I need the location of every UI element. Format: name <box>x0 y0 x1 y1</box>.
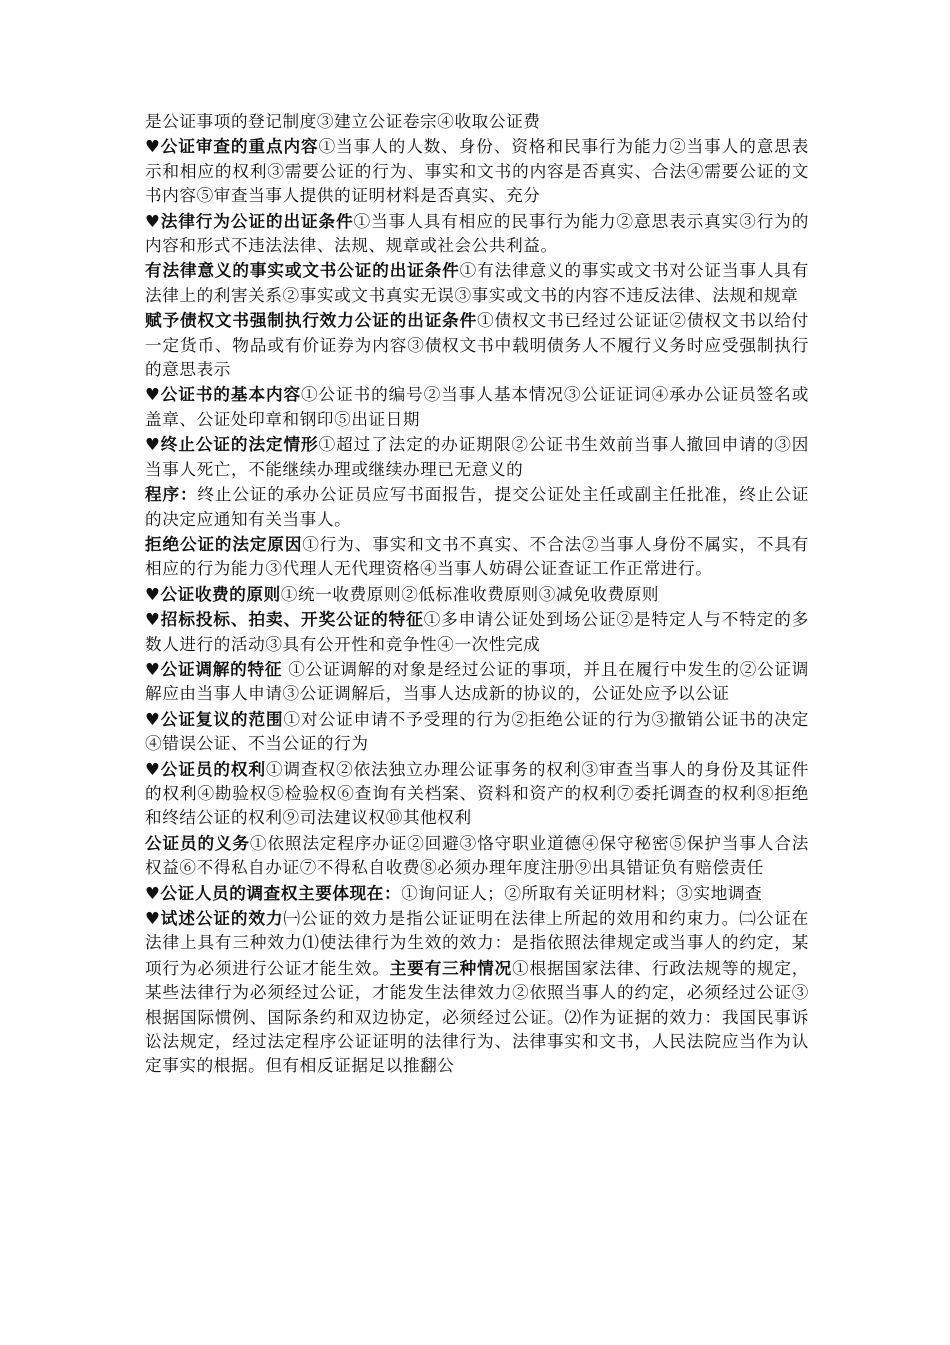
body-text: ①询问证人；②所取有关证明材料；③实地调查 <box>401 883 763 903</box>
paragraph <box>145 432 809 482</box>
body-text: ①当事人的人数、身份、资格和民事行为能力②当事人的意思表示和相应的权利③需要公证的行为、事实和文书的内容是否真实、合法④需要公证的文书内容⑤审查当事人提供的证明材料是否真实、充分 <box>145 137 809 206</box>
body-text: ①公证调解的对象是经过公证的事项，并且在履行中发生的②公证调解应由当事人申请③公证调解后，当事人达成新的协议的，公证处应予以公证 <box>145 659 809 704</box>
heading-text: ♥公证人员的调查权主要体现在： <box>145 882 402 903</box>
paragraph <box>145 607 809 657</box>
paragraph <box>145 707 809 757</box>
paragraph <box>145 657 809 707</box>
paragraph <box>145 110 809 134</box>
body-text: ①超过了法定的办证期限②公证书生效前当事人撤回申请的③因当事人死亡，不能继续办理或继续办理已无意义的 <box>145 435 809 479</box>
heading-text: ♥招标投标、拍卖、开奖公证的特征 <box>145 609 424 630</box>
body-text: ①多申请公证处到场公证②是特定人与不特定的多数人进行的活动③具有公开性和竞争性④一次性完成 <box>145 610 810 654</box>
paragraph <box>145 134 809 208</box>
paragraph <box>145 532 809 582</box>
heading-text: 有法律意义的事实或文书公证的出证条件 <box>145 260 460 281</box>
body-text: ①根据国家法律、行政法规等的规定，某些法律行为必须经过公证，才能发生法律效力②依照当事人的约定，必须经过公证③根据国际惯例、国际条约和双边协定，必须经过公证。⑵作为证据的效力：我国民事诉讼法规定，经过法定程序公证证明的法律行为、法律事实和文书，人民法院应当作为认定事实的根据。但有相反证据足以推翻公 <box>145 958 809 1076</box>
heading-text: ♥终止公证的法定情形 <box>145 434 319 455</box>
heading-text: ♥公证员的权利 <box>145 758 266 779</box>
body-text: ①依照法定程序办证②回避③恪守职业道德④保守秘密⑤保护当事人合法权益⑥不得私自办证⑦不得私自收费⑧必须办理年度注册⑨出具错证负有赔偿责任 <box>145 833 809 878</box>
paragraph <box>145 308 809 382</box>
heading-text: ♥公证书的基本内容 <box>145 384 302 405</box>
heading-text: ♥公证收费的原则 <box>145 583 281 604</box>
body-text: ①有法律意义的事实或文书对公证当事人具有法律上的利害关系②事实或文书真实无误③事实或文书的内容不违反法律、法规和规章 <box>145 261 809 305</box>
paragraph <box>145 757 809 831</box>
body-text: ①行为、事实和文书不真实、不合法②当事人身份不属实，不具有相应的行为能力③代理人无代理资格④当事人妨碍公证查证工作正常进行。 <box>145 534 809 579</box>
body-text: ①对公证申请不予受理的行为②拒绝公证的行为③撤销公证书的决定④错误公证、不当公证的行为 <box>145 709 810 754</box>
paragraph <box>145 906 809 1079</box>
heading-text: 拒绝公证的法定原因 <box>145 533 303 554</box>
document-body <box>145 110 809 1079</box>
body-text: 终止公证的承办公证员应写书面报告，提交公证处主任或副主任批准，终止公证的决定应通知有关当事人。 <box>145 485 809 529</box>
heading-text: 公证员的义务 <box>145 832 250 853</box>
heading-text: 赋予债权文书强制执行效力公证的出证条件 <box>145 310 478 331</box>
heading-text: ♥公证调解的特征 <box>145 658 283 679</box>
heading-text: ♥公证复议的范围 <box>145 708 284 729</box>
body-text: ①统一收费原则②低标准收费原则③减免收费原则 <box>280 584 660 604</box>
paragraph <box>145 582 809 607</box>
body-text: ①公证书的编号②当事人基本情况③公证证词④承办公证员签名或盖章、公证处印章和钢印⑤出证日期 <box>145 385 809 429</box>
paragraph <box>145 482 809 532</box>
heading-text: 程序： <box>145 484 198 505</box>
paragraph <box>145 881 809 906</box>
heading-text: ♥公证审查的重点内容 <box>145 136 319 157</box>
paragraph <box>145 258 809 308</box>
paragraph <box>145 209 809 259</box>
body-text: ①调查权②依法独立办理公证事务的权利③审查当事人的身份及其证件的权利④勘验权⑤检验权⑥查询有关档案、资料和资产的权利⑦委托调查的权利⑧拒绝和终结公证的权利⑨司法建议权⑩其他权利 <box>145 759 809 828</box>
heading-text: ♥试述公证的效力 <box>145 908 284 928</box>
body-text: ㈠公证的效力是指公证证明在法律上所起的效用和约束力。㈡公证在法律上具有三种效力⑴使法律行为生效的效力：是指依照法律规定或当事人的约定，某项行为必须进行公证才能生效。 <box>145 909 810 978</box>
paragraph <box>145 382 809 432</box>
heading-text: ♥法律行为公证的出证条件 <box>145 210 354 231</box>
paragraph <box>145 831 809 881</box>
body-text: ①债权文书已经过公证证②债权文书以给付一定货币、物品或有价证券为内容③债权文书中载明债务人不履行义务时应受强制执行的意思表示 <box>145 311 809 380</box>
body-text: 是公证事项的登记制度③建立公证卷宗④收取公证费 <box>145 112 541 131</box>
heading-text: 主要有三种情况 <box>389 957 513 978</box>
body-text: ①当事人具有相应的民事行为能力②意思表示真实③行为的内容和形式不违法法律、法规、规章或社会公共利益。 <box>145 211 810 256</box>
